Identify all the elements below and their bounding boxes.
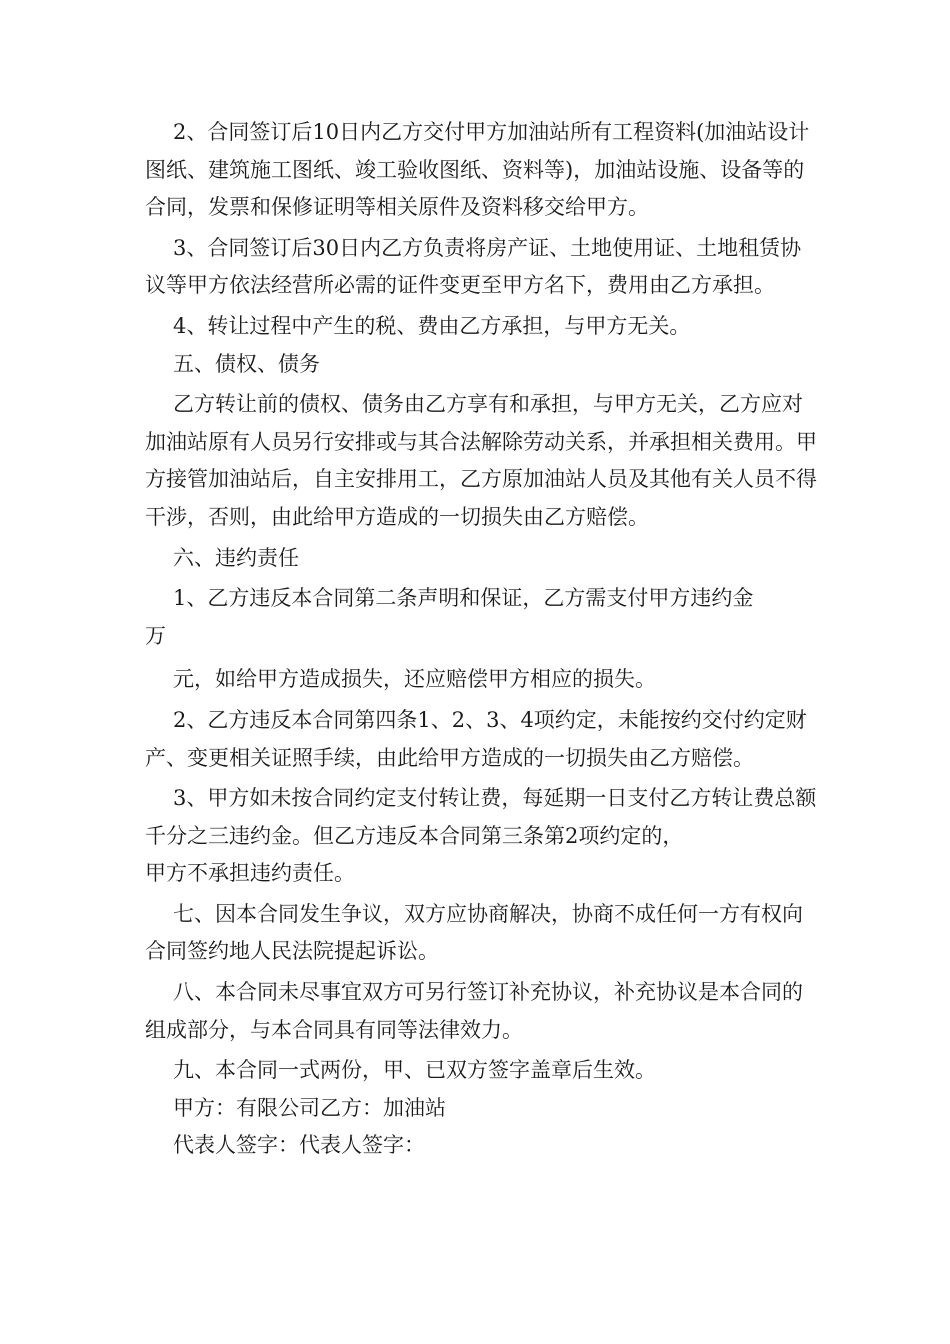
section-heading-7: 七、因本合同发生争议，双方应协商解决，协商不成任何一方有权向合同签约地人民法院提起诉讼。 [145,901,803,964]
paragraph-clause-6-2: 2、乙方违反本合同第四条1、2、3、4项约定，未能按约交付约定财产、变更相关证照手续，由此给甲方造成的一切损失由乙方赔偿。 [145,707,807,770]
paragraph-clause-6-3: 3、甲方如未按合同约定支付转让费，每延期一日支付乙方转让费总额千分之三违约金。但乙方违反本合同第三条第2项约定的， 甲方不承担违约责任。 [145,786,817,886]
paragraph-clause-4-4: 4、转让过程中产生的税、费由乙方承担，与甲方无关。 [173,313,691,338]
paragraph-clause-4-2: 2、合同签订后10日内乙方交付甲方加油站所有工程资料(加油站设计图纸、建筑施工图纸、竣工验收图纸、资料等)，加油站设施、设备等的合同，发票和保修证明等相关原件及资料移交给甲方。 [145,120,810,220]
document-body [145,114,820,1165]
signature-line: 代表人签字：代表人签字： [173,1133,425,1158]
section-heading-9: 九、本合同一式两份，甲、已双方签字盖章后生效。 [173,1058,656,1083]
paragraph-clause-4-3: 3、合同签订后30日内乙方负责将房产证、土地使用证、土地租赁协议等甲方依法经营所必需的证件变更至甲方名下，费用由乙方承担。 [145,235,802,298]
party-names-line: 甲方：有限公司乙方：加油站 [173,1095,446,1120]
section-heading-6: 六、违约责任 [173,545,299,570]
paragraph-clause-6-1: 1、乙方违反本合同第二条声明和保证，乙方需支付甲方违约金 万 [145,586,754,648]
paragraph-clause-6-1-continued: 元，如给甲方造成损失，还应赔偿甲方相应的损失。 [173,667,656,692]
section-heading-5: 五、债权、债务 [173,351,320,376]
paragraph-section-5: 乙方转让前的债权、债务由乙方享有和承担，与甲方无关，乙方应对加油站原有人员另行安排或与其合法解除劳动关系，并承担相关费用。甲方接管加油站后，自主安排用工，乙方原加油站人员及其他有关人员不得干涉，否则，由此给甲方造成的一切损失由乙方赔偿。 [145,392,817,529]
section-heading-8: 八、本合同未尽事宜双方可另行签订补充协议，补充协议是本合同的组成部分，与本合同具有同等法律效力。 [145,980,803,1042]
